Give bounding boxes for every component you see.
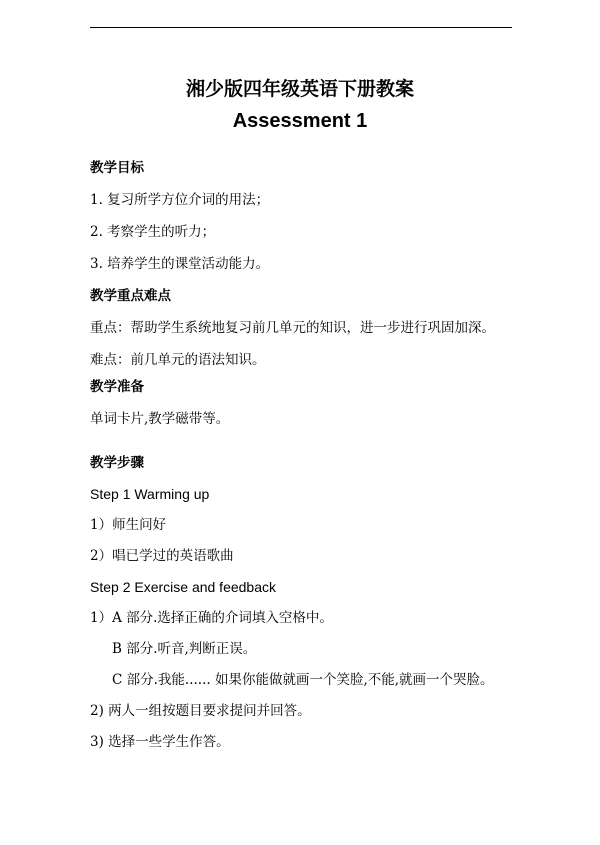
- step2-title: Step 2 Exercise and feedback: [90, 579, 277, 595]
- key-points-difficulty: 难点：前几单元的语法知识。: [90, 352, 266, 368]
- steps-heading: 教学步骤: [90, 455, 144, 471]
- document-subtitle: Assessment 1: [232, 110, 368, 132]
- key-points-heading: 教学重点难点: [90, 288, 171, 304]
- objective-item-3: 3. 培养学生的课堂活动能力。: [90, 256, 270, 272]
- step1-item-2: 2）唱已学过的英语歌曲: [90, 548, 234, 564]
- objective-item-2: 2. 考察学生的听力；: [90, 224, 216, 240]
- document-title: 湘少版四年级英语下册教案: [185, 78, 414, 100]
- step2-item-3: 3) 选择一些学生作答。: [90, 734, 230, 750]
- preparation-heading: 教学准备: [90, 379, 144, 395]
- step2-item-1: 1）A 部分.选择正确的介词填入空格中。: [90, 610, 333, 626]
- key-points-focus: 重点：帮助学生系统地复习前几单元的知识，进一步进行巩固加深。: [90, 320, 495, 336]
- step2-item-c: C 部分.我能...... 如果你能做就画一个笑脸,不能,就画一个哭脸。: [112, 672, 494, 688]
- step2-item-b: B 部分.听音,判断正误。: [112, 641, 257, 657]
- step2-item-2: 2) 两人一组按题目要求提问并回答。: [90, 703, 311, 719]
- step1-item-1: 1）师生问好: [90, 517, 167, 533]
- preparation-text: 单词卡片,教学磁带等。: [90, 411, 230, 427]
- objective-item-1: 1. 复习所学方位介词的用法；: [90, 192, 270, 208]
- header-rule: [90, 27, 512, 28]
- step1-title: Step 1 Warming up: [90, 486, 210, 502]
- objectives-heading: 教学目标: [90, 160, 144, 176]
